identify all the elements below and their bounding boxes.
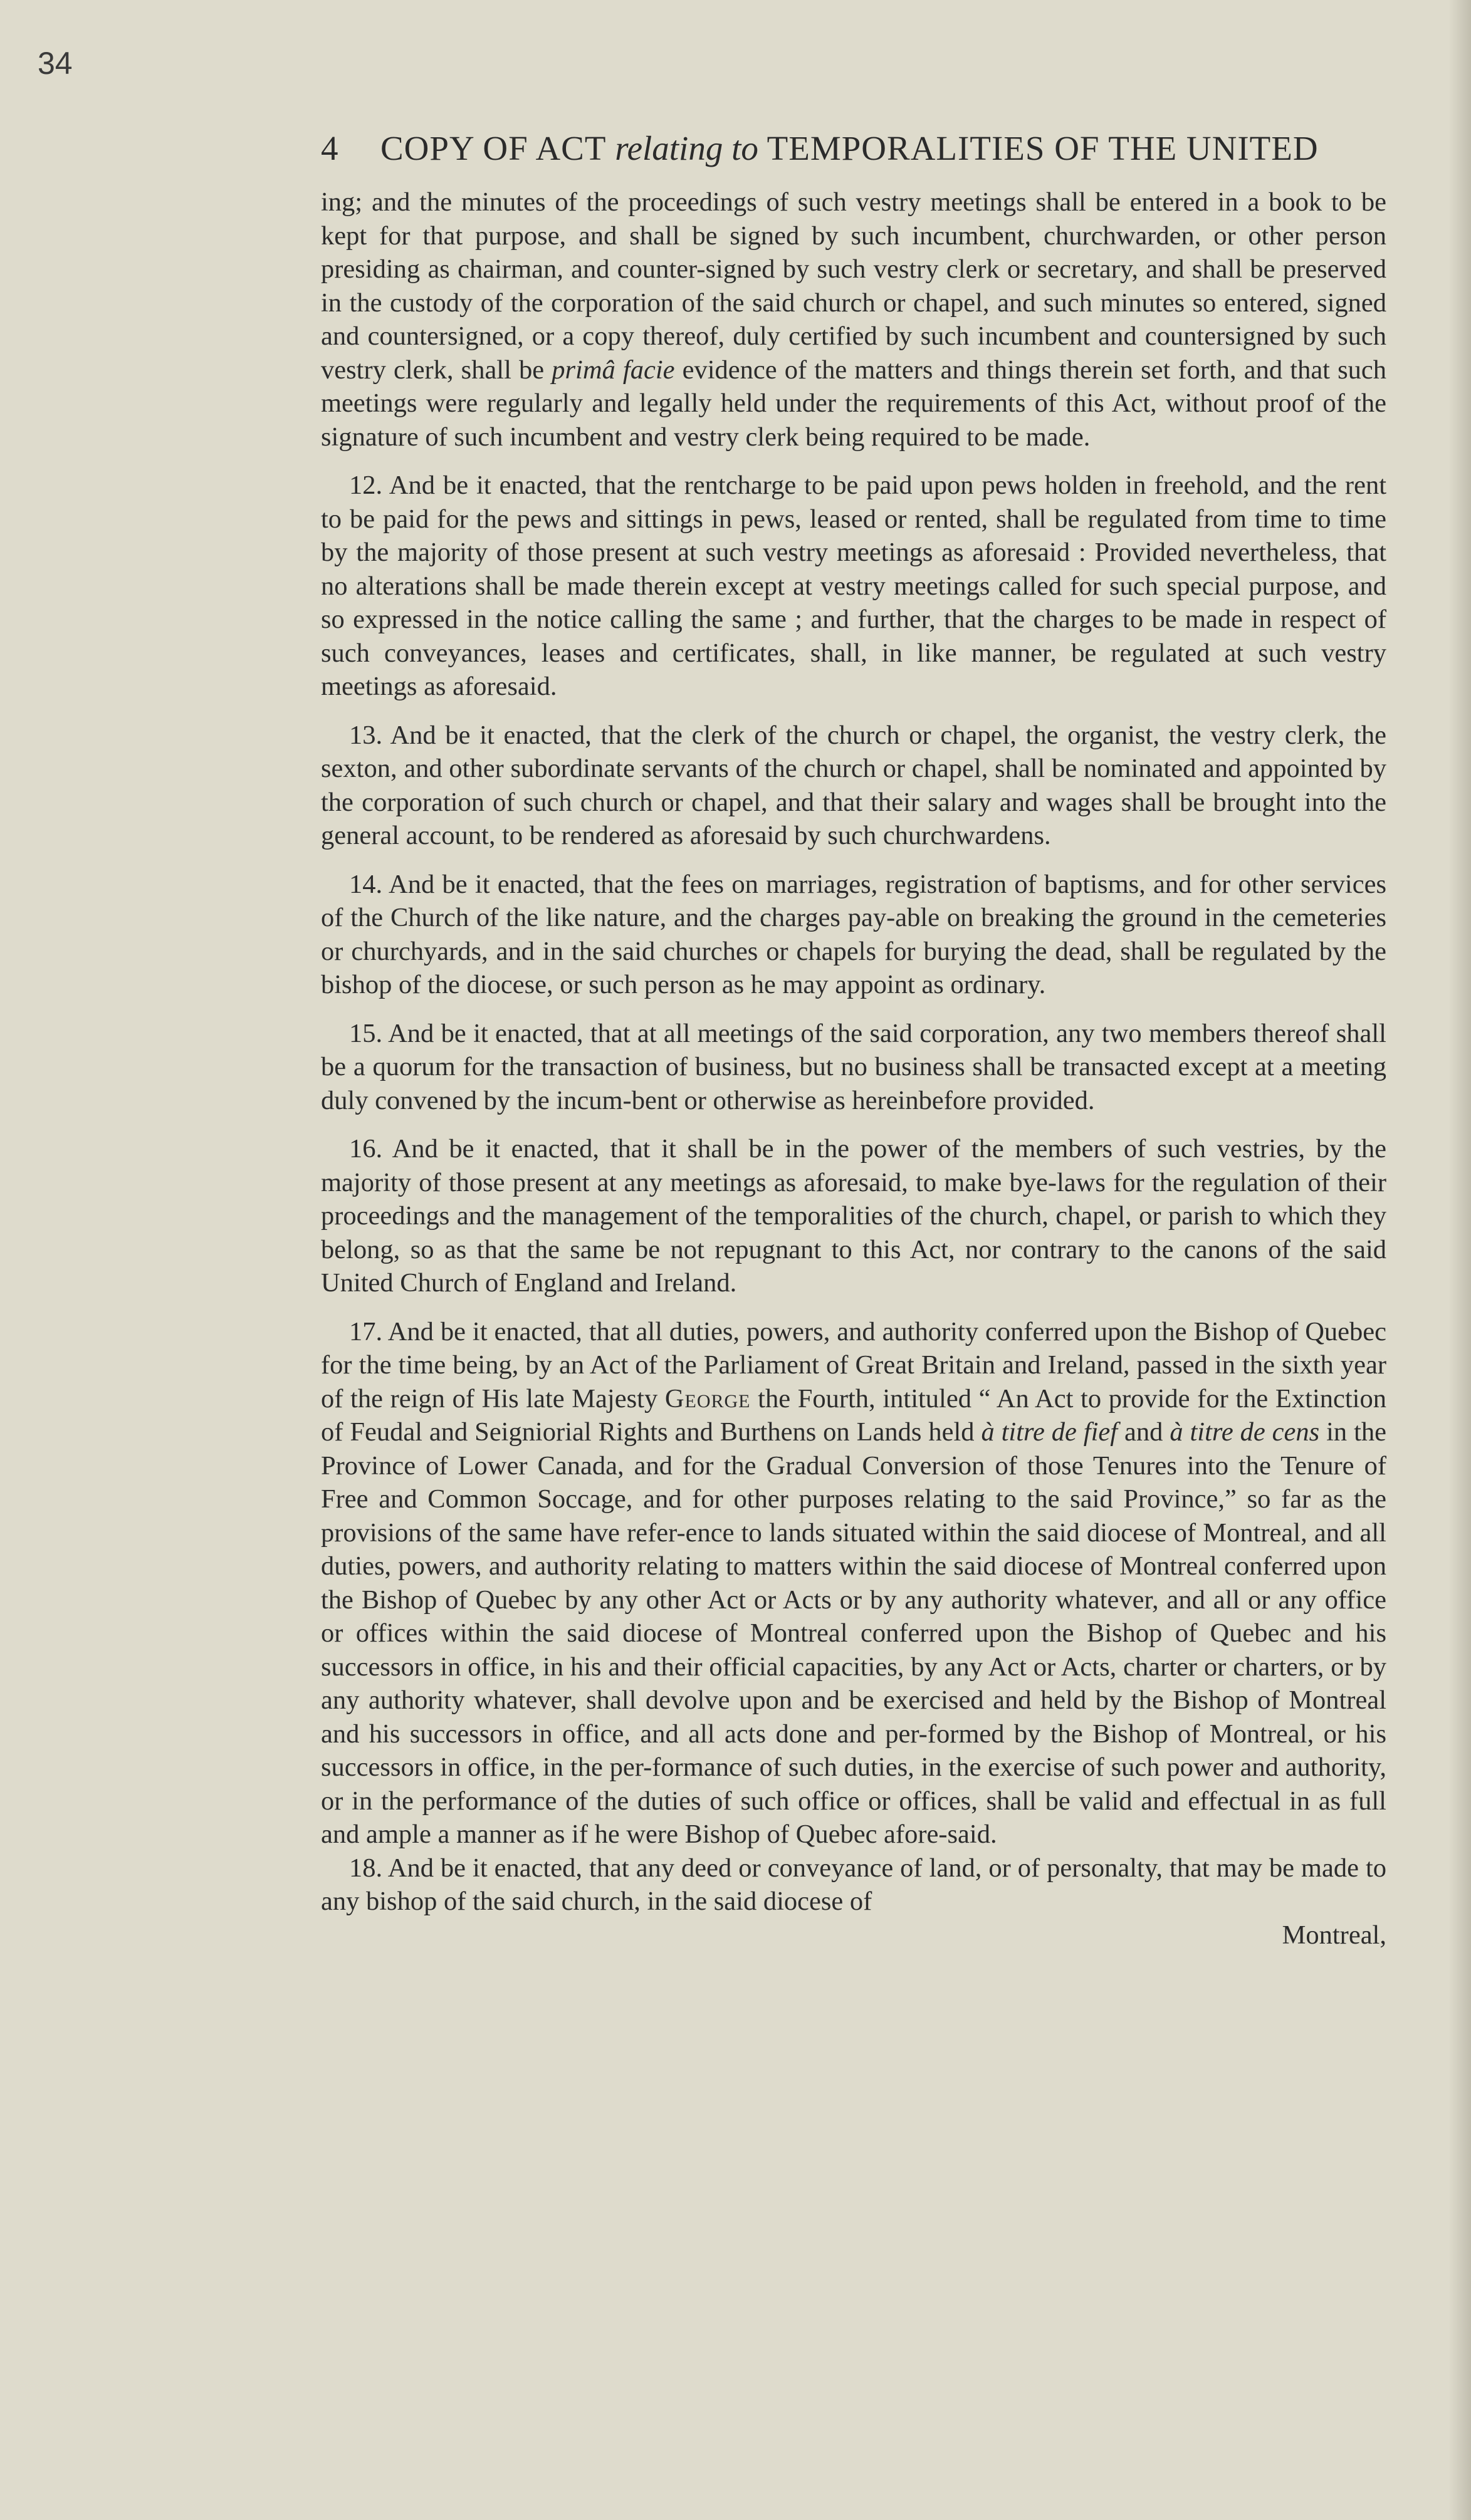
- section-16: 16. And be it enacted, that it shall be in the power of the members of such vestries, by the majority of those present at any meetings as aforesaid, to make bye-laws for the regulation of their proceedings and the management of the temporalities of the church, chapel, or parish to which they belong, so as that the same be not repugnant to this Act, nor contrary to the canons of the said United Church of England and Ireland.: [321, 1134, 1386, 1298]
- section-18: 18. And be it enacted, that any deed or conveyance of land, or of personalty, that may be made to any bishop of the said church, in the said diocese of: [321, 1853, 1386, 1916]
- header-title-start: COPY OF ACT: [380, 129, 606, 167]
- header-page-number: 4: [321, 129, 339, 167]
- section-17: [321, 1315, 1386, 1851]
- page-edge-shadow: [1448, 0, 1471, 2520]
- section-17-italic-fief: à titre de fief: [981, 1417, 1118, 1447]
- section-11-italic: primâ facie: [552, 355, 675, 385]
- section-15: 15. And be it enacted, that at all meetings of the said corporation, any two members thereof shall be a quorum for the transaction of business, but no business shall be transacted except at a meeting duly convened by the incum-bent or otherwise as hereinbefore provided.: [321, 1018, 1386, 1115]
- section-17-text-b: the Fourth, intituled “ An Act to provide for the Extinction of Feudal and Seigniorial Rights and Burthens on Lands held: [321, 1383, 1386, 1447]
- section-11-continuation: [321, 185, 1386, 454]
- header-title-end: TEMPORALITIES OF THE UNITED: [767, 129, 1319, 167]
- section-11-text-b: evidence of the matters and things therein set forth, and that such meetings were regularly and legally held under the requirements of this Act, without proof of the signature of such incumbent and vestry clerk being required to be made.: [321, 355, 1386, 452]
- section-17-italic-cens: à titre de cens: [1170, 1417, 1320, 1447]
- section-11-text-a: ing; and the minutes of the proceedings of such vestry meetings shall be entered in a book to be kept for that purpose, and shall be signed by such incumbent, churchwarden, or other person presiding as chairman, and counter-signed by such vestry clerk or secretary, and shall be preserved in the custody of the corporation of the said church or chapel, and such minutes so entered, signed and countersigned, or a copy thereof, duly certified by such incumbent and countersigned by such vestry clerk, shall be: [321, 187, 1386, 385]
- section-17-smallcaps-name: George: [664, 1383, 751, 1414]
- scan-page-number: 34: [38, 46, 73, 81]
- section-12: 12. And be it enacted, that the rentcharge to be paid upon pews holden in freehold, and the rent to be paid for the pews and sittings in pews, leased or rented, shall be regulated from time to time by the majority of those present at such vestry meetings as aforesaid : Provided nevertheless, that no alterations shall be made therein except at vestry meetings called for such special purpose, and so expressed in the notice calling the same ; and further, that the charges to be made in respect of such conveyances, leases and certificates, shall, in like manner, be regulated at such vestry meetings as aforesaid.: [321, 471, 1386, 701]
- section-17-text-a: 17. And be it enacted, that all duties, powers, and authority conferred upon the Bishop of Quebec for the time being, by an Act of the Parliament of Great Britain and Ireland, passed in the sixth year of the reign of His late Majesty: [321, 1316, 1386, 1414]
- section-17-text-d: in the Province of Lower Canada, and for the Gradual Conversion of those Tenures into the Tenure of Free and Common Soccage, and for other purposes relating to the said Province,” so far as the provisions of the same have refer-ence to lands situated within the said diocese of Montreal, and all duties, powers, and authority relating to matters within the said diocese of Montreal conferred upon the Bishop of Quebec by any other Act or Acts or by any authority whatever, and all or any office or offices within the said diocese of Montreal conferred upon the Bishop of Quebec and his successors in office, in his and their official capacities, by any Act or Acts, charter or charters, or by any authority whatever, shall devolve upon and be exercised and held by the Bishop of Montreal and his successors in office, and all acts done and per-formed by the Bishop of Montreal, or his successors in office, in the per-formance of such duties, in the exercise of such power and authority, or in the performance of the duties of such office or offices, shall be valid and effectual in as full and ample a manner as if he were Bishop of Quebec afore-said.: [321, 1417, 1386, 1849]
- catchword: Montreal,: [1282, 1920, 1386, 1950]
- header-title-italic: relating to: [615, 129, 758, 167]
- document-page: [321, 128, 1386, 1952]
- section-17-text-c: and: [1118, 1417, 1170, 1447]
- running-header: [321, 128, 1386, 168]
- section-14: 14. And be it enacted, that the fees on marriages, registration of baptisms, and for other services of the Church of the like nature, and the charges pay-able on breaking the ground in the cemeteries or churchyards, and in the said churches or chapels for burying the dead, shall be regulated by the bishop of the diocese, or such person as he may appoint as ordinary.: [321, 869, 1386, 999]
- section-13: 13. And be it enacted, that the clerk of the church or chapel, the organist, the vestry clerk, the sexton, and other subordinate servants of the church or chapel, shall be nominated and appointed by the corporation of such church or chapel, and that their salary and wages shall be brought into the general account, to be rendered as aforesaid by such churchwardens.: [321, 720, 1386, 850]
